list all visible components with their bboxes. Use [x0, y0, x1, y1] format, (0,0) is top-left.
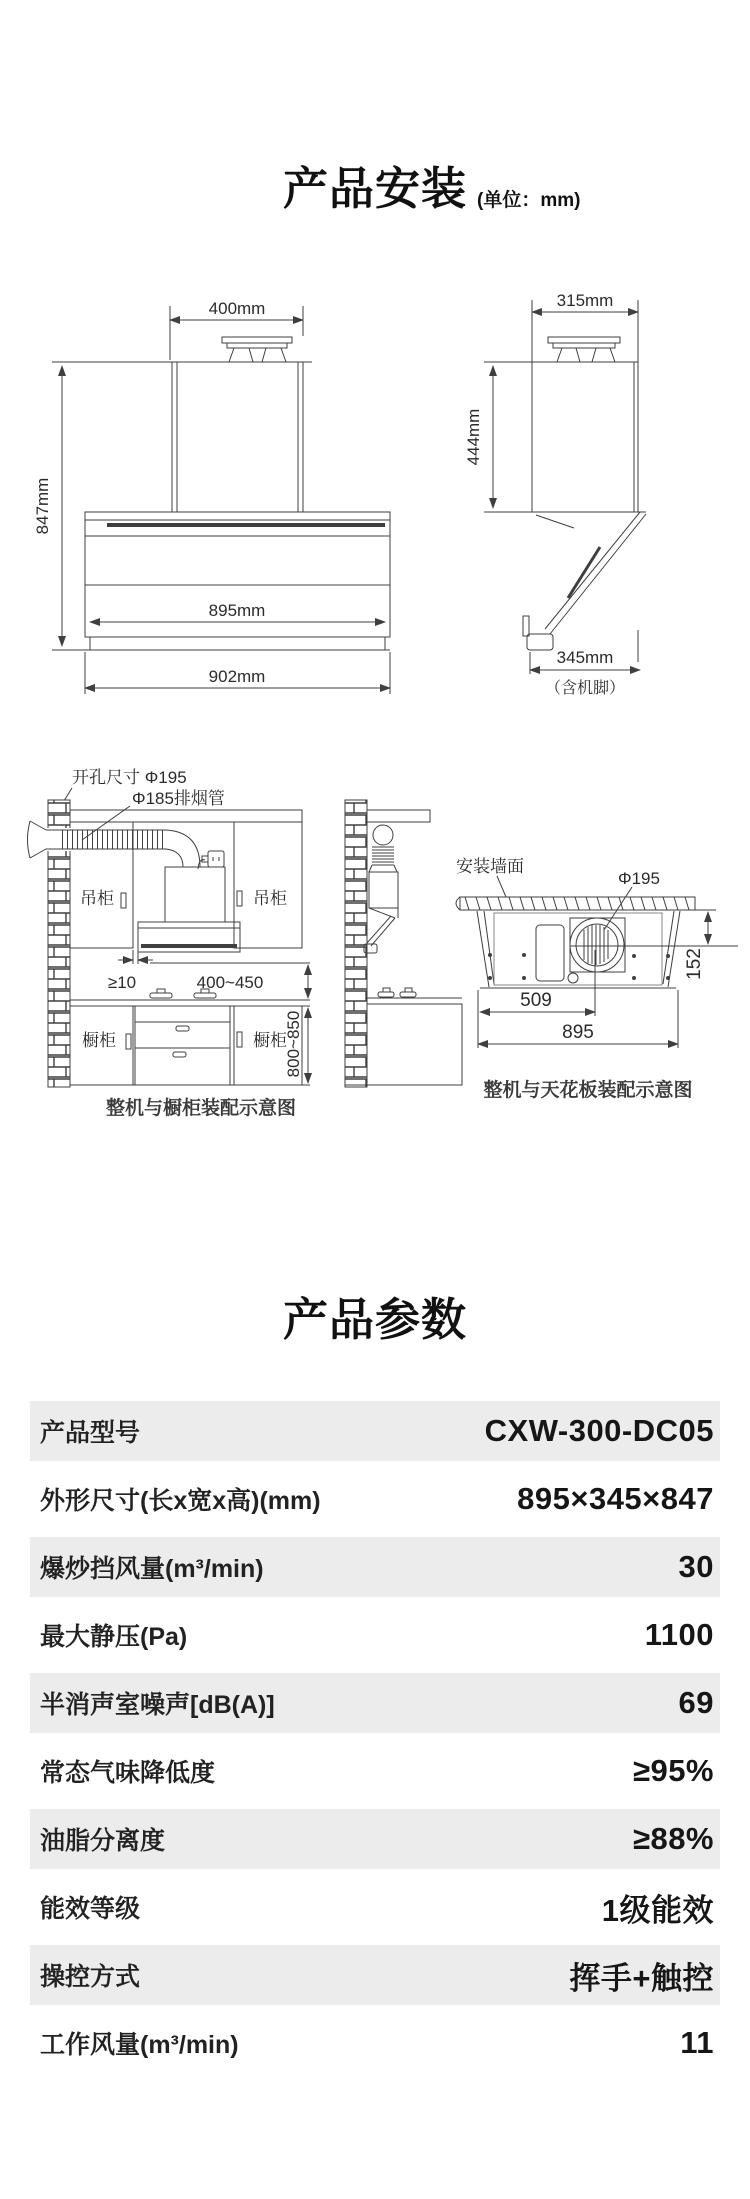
param-value: ≥88% — [632, 1821, 714, 1856]
table-row — [30, 1741, 720, 1801]
side-top-depth-dim: 315mm — [556, 291, 614, 310]
counter-height-range-dim: 800~850 — [284, 1010, 303, 1078]
front-total-width-dim: 902mm — [208, 667, 266, 686]
param-label: 产品型号 — [40, 1419, 141, 1447]
table-row — [30, 1945, 720, 2005]
front-body-width-dim: 895mm — [208, 601, 266, 620]
param-value: 895×345×847 — [517, 1481, 714, 1516]
install-title-text: 产品安装 — [282, 163, 467, 214]
param-value: 挥手+触控 — [569, 1960, 714, 1996]
wall-section-drawing — [345, 800, 462, 1087]
base-cabinet-right-label: 橱柜 — [253, 1031, 287, 1050]
param-value: 11 — [680, 2025, 714, 2060]
table-row — [30, 2013, 720, 2073]
base-cabinet-left-label: 橱柜 — [82, 1031, 116, 1050]
side-height-dim: 444mm — [464, 408, 483, 466]
param-value: 69 — [678, 1685, 714, 1720]
param-value: 30 — [678, 1549, 714, 1584]
hanging-cabinet-right-label: 吊柜 — [253, 889, 287, 908]
table-row — [30, 1673, 720, 1733]
param-label: 外形尺寸(长x宽x高)(mm) — [40, 1487, 321, 1515]
params-title-text: 产品参数 — [282, 1294, 467, 1345]
table-row — [30, 1605, 720, 1665]
front-view-drawing — [52, 306, 390, 694]
side-depth-note: （含机脚） — [544, 680, 626, 697]
side-view-drawing — [484, 300, 646, 674]
table-row — [30, 1537, 720, 1597]
side-total-depth-dim: 345mm — [556, 648, 614, 667]
param-value: 1级能效 — [601, 1892, 714, 1928]
param-label: 爆炒挡风量(m³/min) — [40, 1555, 264, 1583]
param-label: 半消声室噪声[dB(A)] — [40, 1691, 275, 1719]
param-label: 能效等级 — [40, 1895, 141, 1923]
param-label: 工作风量(m³/min) — [40, 2031, 239, 2059]
table-row — [30, 1469, 720, 1529]
front-height-dim: 847mm — [33, 477, 52, 535]
ceiling-diagram-caption: 整机与天花板装配示意图 — [483, 1080, 693, 1101]
param-label: 常态气味降低度 — [40, 1759, 216, 1787]
ceil-wall-distance-dim: 152 — [684, 948, 705, 980]
cabinet-diagram-caption: 整机与橱柜装配示意图 — [105, 1098, 297, 1119]
cab-height-range-dim: 400~450 — [196, 973, 264, 992]
ceil-wall-label: 安装墙面 — [456, 857, 524, 876]
cab-pipe-label: Φ185排烟管 — [132, 789, 225, 808]
hanging-cabinet-left-label: 吊柜 — [80, 889, 114, 908]
param-label: 最大静压(Pa) — [40, 1623, 188, 1651]
params-section-title — [0, 1283, 750, 1348]
cab-hole-size-label: 开孔尺寸 Φ195 — [72, 768, 187, 787]
param-value: CXW-300-DC05 — [484, 1413, 714, 1448]
unit-note: (单位：mm) — [477, 190, 581, 211]
param-value: ≥95% — [632, 1753, 714, 1788]
ceil-width-dim: 895 — [562, 1022, 594, 1043]
param-label: 操控方式 — [40, 1963, 141, 1991]
cab-gap-dim: ≥10 — [107, 973, 137, 992]
params-table — [30, 1401, 720, 2081]
param-label: 油脂分离度 — [40, 1827, 166, 1855]
ceil-hole-label: Φ195 — [618, 869, 660, 888]
table-row — [30, 1877, 720, 1937]
ceil-center-distance-dim: 509 — [520, 990, 552, 1011]
table-row — [30, 1809, 720, 1869]
front-top-width-dim: 400mm — [208, 299, 266, 318]
param-value: 1100 — [644, 1617, 714, 1652]
table-row — [30, 1401, 720, 1461]
